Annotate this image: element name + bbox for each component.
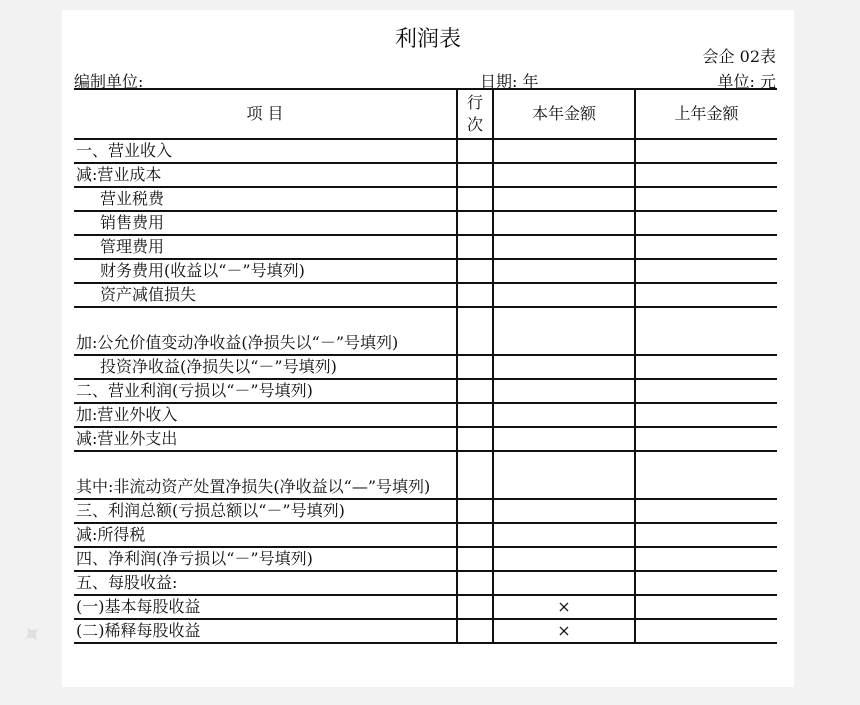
row-label: 投资净收益(净损失以“－”号填列) [74,355,457,379]
row-line-no-cell[interactable] [457,379,493,403]
table-row [74,235,777,259]
row-line-no-cell[interactable] [457,451,493,499]
reporting-entity-label: 编制单位: [74,72,144,91]
row-label: (二)稀释每股收益 [74,619,457,643]
row-label: 管理费用 [74,235,457,259]
row-line-no-cell[interactable] [457,403,493,427]
row-label: 加:营业外收入 [74,403,457,427]
row-prior-year-cell[interactable] [635,355,777,379]
row-current-year-cell[interactable] [493,163,635,187]
row-label: 减:营业外支出 [74,427,457,451]
row-line-no-cell[interactable] [457,523,493,547]
row-line-no-cell[interactable] [457,499,493,523]
column-header-item: 项 目 [74,89,457,139]
row-prior-year-cell[interactable] [635,571,777,595]
row-line-no-cell[interactable] [457,283,493,307]
table-row [74,571,777,595]
row-current-year-cell[interactable]: × [493,619,635,643]
row-prior-year-cell[interactable] [635,307,777,355]
row-current-year-cell[interactable] [493,403,635,427]
row-prior-year-cell[interactable] [635,283,777,307]
row-prior-year-cell[interactable] [635,259,777,283]
table-row [74,283,777,307]
row-label: 减:所得税 [74,523,457,547]
row-label: 销售费用 [74,211,457,235]
row-prior-year-cell[interactable] [635,163,777,187]
row-prior-year-cell[interactable] [635,139,777,163]
row-line-no-cell[interactable] [457,307,493,355]
row-current-year-cell[interactable] [493,139,635,163]
table-header-row [74,89,777,139]
row-line-no-cell[interactable] [457,595,493,619]
column-header-prior-year: 上年金额 [635,89,777,139]
row-label: 四、净利润(净亏损以“－”号填列) [74,547,457,571]
row-current-year-cell[interactable] [493,571,635,595]
row-prior-year-cell[interactable] [635,595,777,619]
table-row [74,619,777,643]
row-label: 资产减值损失 [74,283,457,307]
table-row [74,451,777,499]
row-prior-year-cell[interactable] [635,427,777,451]
watermark: ✦ [14,616,51,654]
form-code: 会企 02表 [702,47,776,66]
row-line-no-cell[interactable] [457,355,493,379]
table-row [74,187,777,211]
table-row [74,139,777,163]
row-prior-year-cell[interactable] [635,451,777,499]
row-prior-year-cell[interactable] [635,187,777,211]
table-row [74,355,777,379]
row-line-no-cell[interactable] [457,187,493,211]
row-label: 其中:非流动资产处置净损失(净收益以“—”号填列) [74,451,457,499]
row-current-year-cell[interactable] [493,547,635,571]
table-row [74,595,777,619]
row-prior-year-cell[interactable] [635,211,777,235]
row-current-year-cell[interactable]: × [493,595,635,619]
table-row [74,523,777,547]
row-prior-year-cell[interactable] [635,403,777,427]
table-row [74,259,777,283]
row-label: 一、营业收入 [74,139,457,163]
row-line-no-cell[interactable] [457,571,493,595]
table-row [74,211,777,235]
table-row [74,499,777,523]
row-current-year-cell[interactable] [493,307,635,355]
row-current-year-cell[interactable] [493,211,635,235]
row-current-year-cell[interactable] [493,355,635,379]
row-line-no-cell[interactable] [457,259,493,283]
row-prior-year-cell[interactable] [635,235,777,259]
row-current-year-cell[interactable] [493,427,635,451]
row-line-no-cell[interactable] [457,211,493,235]
row-line-no-cell[interactable] [457,427,493,451]
row-current-year-cell[interactable] [493,499,635,523]
row-line-no-cell[interactable] [457,139,493,163]
table-row [74,403,777,427]
row-current-year-cell[interactable] [493,283,635,307]
row-current-year-cell[interactable] [493,451,635,499]
row-prior-year-cell[interactable] [635,619,777,643]
row-label: 财务费用(收益以“－”号填列) [74,259,457,283]
row-current-year-cell[interactable] [493,187,635,211]
row-label: (一)基本每股收益 [74,595,457,619]
row-prior-year-cell[interactable] [635,523,777,547]
table-row [74,163,777,187]
table-row [74,307,777,355]
row-label: 三、利润总额(亏损总额以“－”号填列) [74,499,457,523]
column-header-line-no: 行次 [457,89,493,139]
row-prior-year-cell[interactable] [635,499,777,523]
row-current-year-cell[interactable] [493,379,635,403]
row-prior-year-cell[interactable] [635,547,777,571]
table-row [74,379,777,403]
income-statement-table [74,88,777,644]
row-line-no-cell[interactable] [457,547,493,571]
row-label: 营业税费 [74,187,457,211]
row-prior-year-cell[interactable] [635,379,777,403]
date-label: 日期: 年 [480,72,539,91]
row-label: 二、营业利润(亏损以“－”号填列) [74,379,457,403]
row-line-no-cell[interactable] [457,235,493,259]
row-line-no-cell[interactable] [457,619,493,643]
row-current-year-cell[interactable] [493,523,635,547]
currency-unit-label: 单位: 元 [717,72,776,91]
row-current-year-cell[interactable] [493,235,635,259]
row-line-no-cell[interactable] [457,163,493,187]
row-label: 加:公允价值变动净收益(净损失以“－”号填列) [74,307,457,355]
row-current-year-cell[interactable] [493,259,635,283]
row-label: 减:营业成本 [74,163,457,187]
row-label: 五、每股收益: [74,571,457,595]
column-header-current-year: 本年金额 [493,89,635,139]
page-title: 利润表 [394,27,461,52]
table-row [74,427,777,451]
table-row [74,547,777,571]
statement-sheet [14,10,794,687]
